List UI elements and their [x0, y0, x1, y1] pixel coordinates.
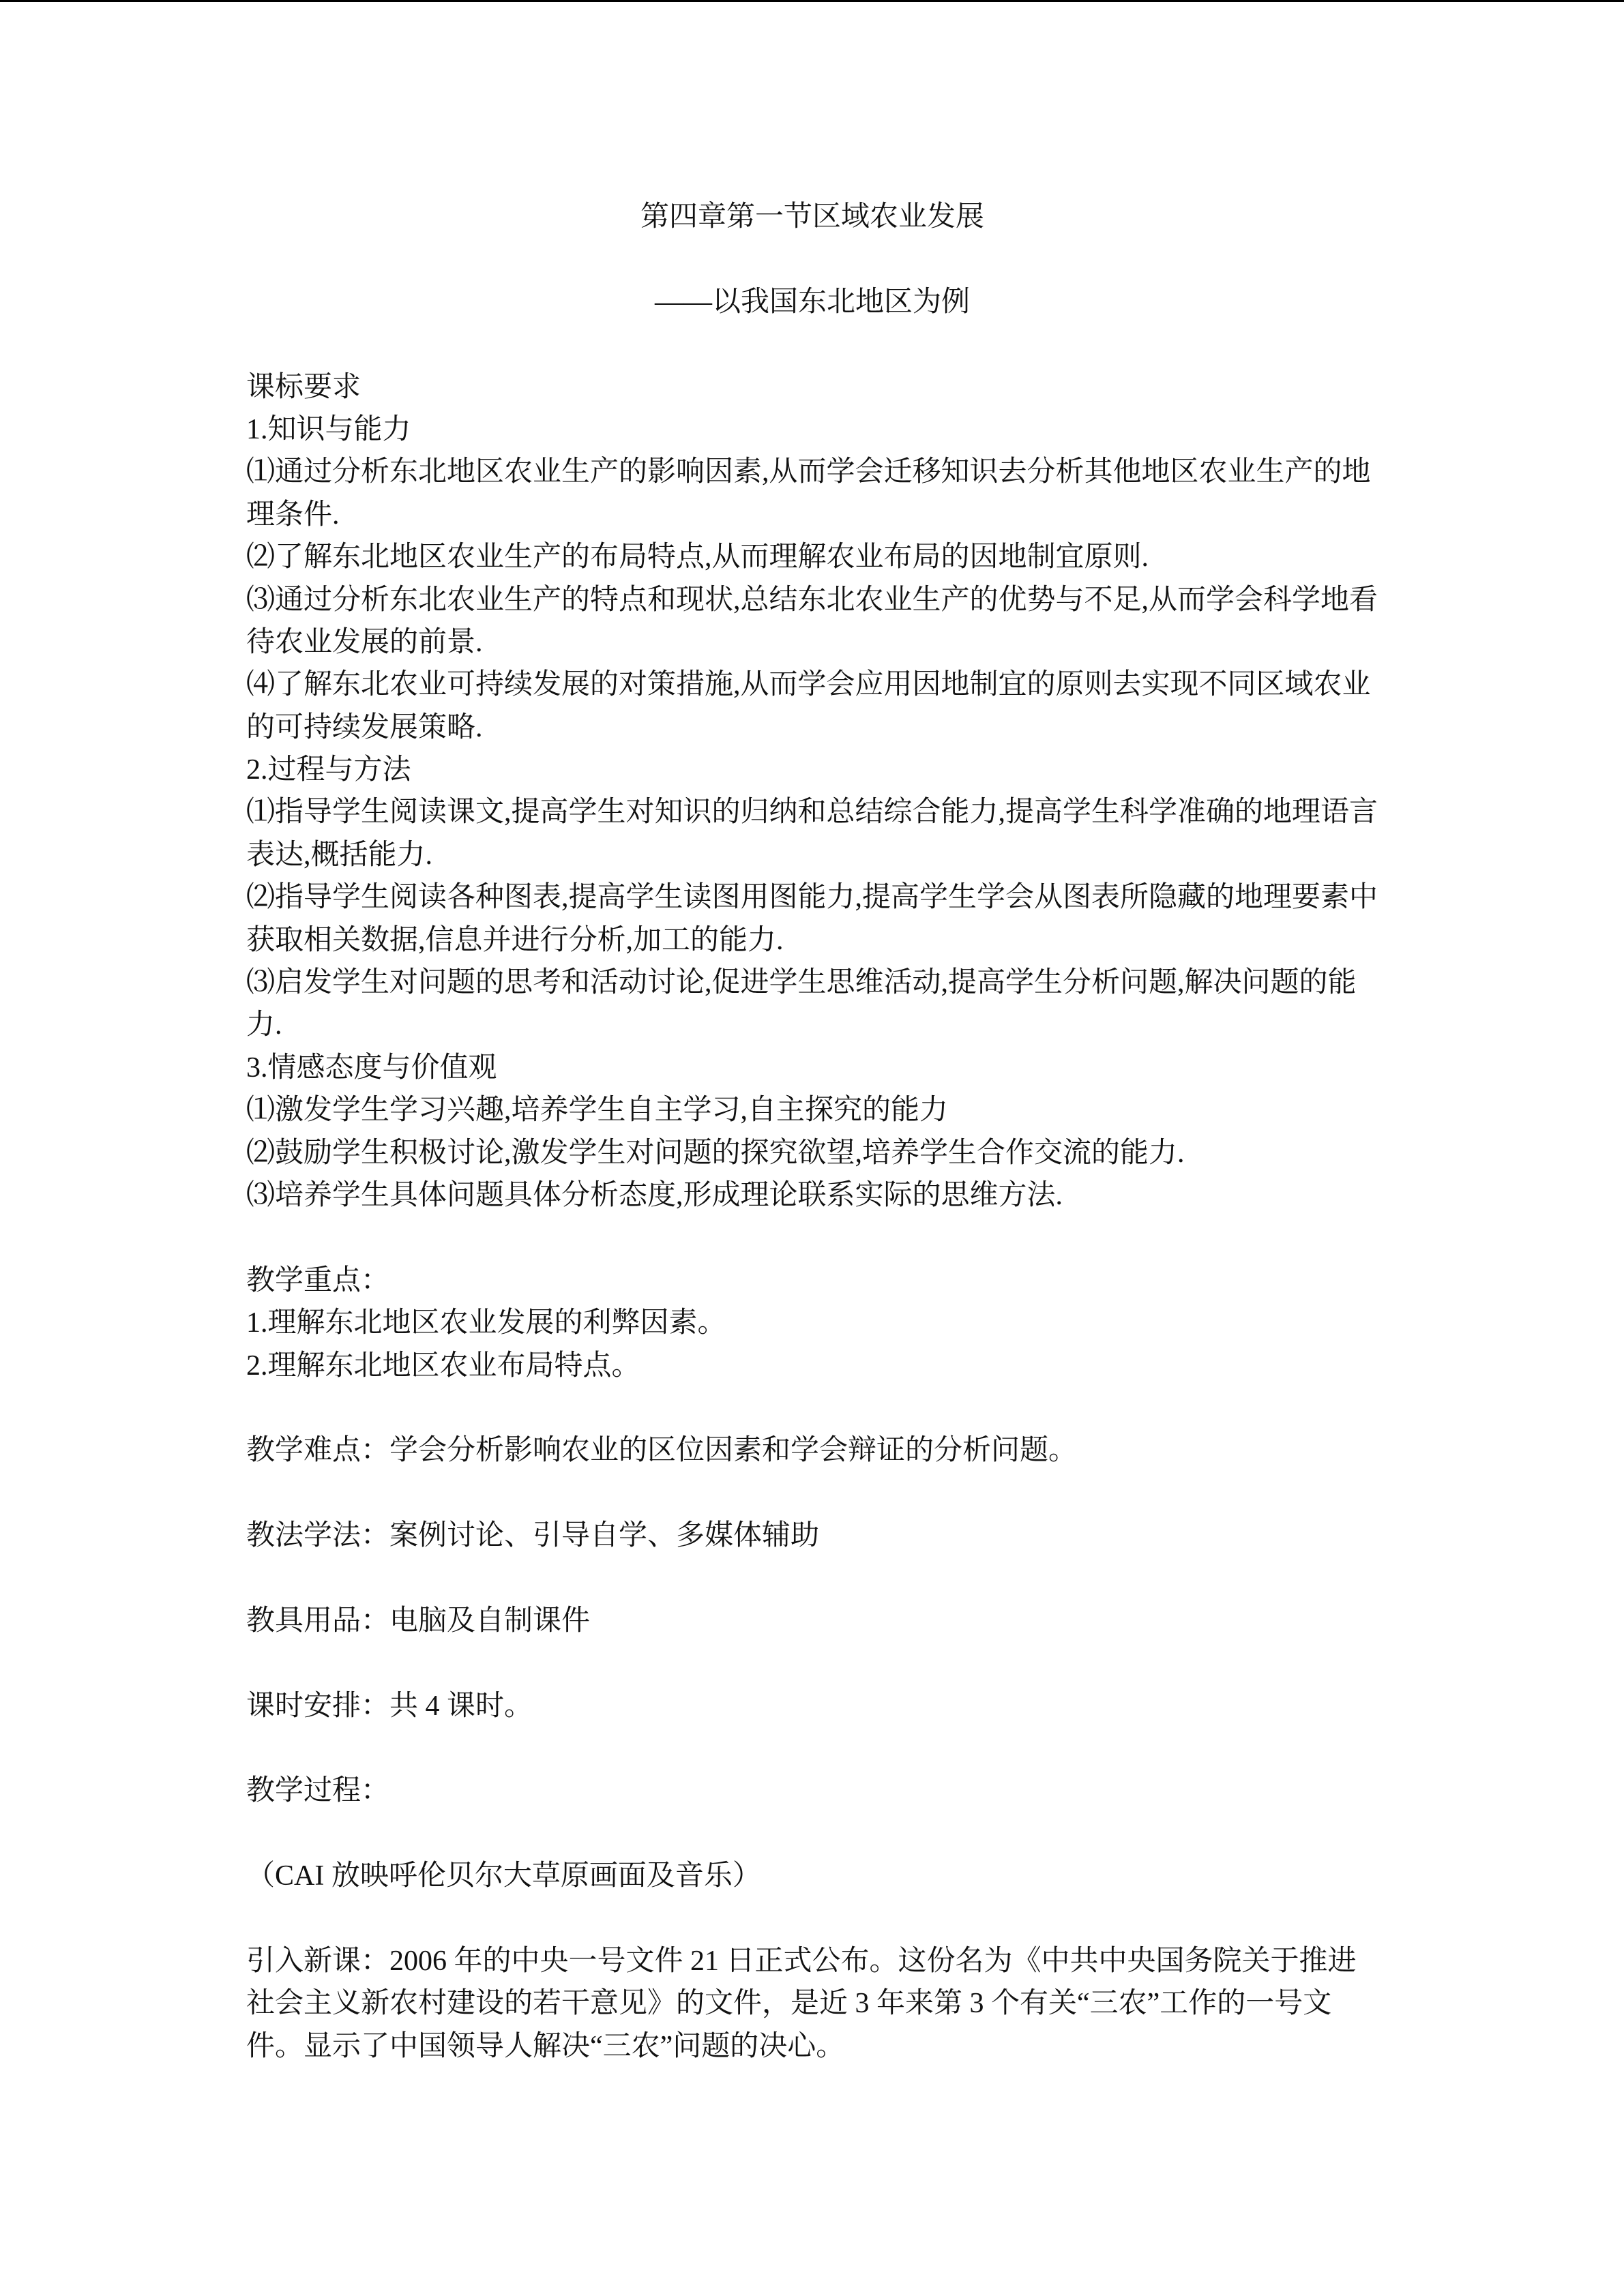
list-item-line: ⑴激发学生学习兴趣,培养学生自主学习,自主探究的能力	[246, 1094, 949, 1127]
methods-paragraph: 教法学法：案例讨论、引导自学、多媒体辅助	[246, 1520, 820, 1552]
page-subtitle: ——以我国东北地区为例	[654, 286, 970, 318]
list-item-line: ⑴指导学生阅读课文,提高学生对知识的归纳和总结综合能力,提高学生科学准确的地理语言	[246, 796, 1378, 829]
page-top-edge	[0, 0, 1624, 2]
list-item-line: 的可持续发展策略.	[246, 711, 483, 743]
list-item	[246, 1089, 1378, 1131]
process-method-group	[246, 749, 1378, 1047]
key-point-item: 1.理解东北地区农业发展的利弊因素。	[246, 1307, 726, 1339]
paragraph-line: 件。显示了中国领导人解决“三农”问题的决心。	[246, 2030, 845, 2062]
list-item-line: 力.	[246, 1009, 282, 1041]
process-heading: 教学过程：	[246, 1775, 390, 1807]
list-item	[246, 961, 1378, 1047]
page-title: 第四章第一节区域农业发展	[640, 201, 984, 233]
list-item-line: 待农业发展的前景.	[246, 626, 483, 658]
list-item-line: 表达,概括能力.	[246, 839, 433, 871]
knowledge-ability-group	[246, 408, 1378, 749]
list-item	[246, 579, 1378, 664]
difficulty-paragraph: 教学难点：学会分析影响农业的区位因素和学会辩证的分析问题。	[246, 1435, 1078, 1467]
paragraph-line: 引入新课：2006 年的中央一号文件 21 日正式公布。这份名为《中共中央国务院关于推进	[246, 1945, 1357, 1978]
document-body	[246, 196, 1378, 2068]
curriculum-heading: 课标要求	[246, 371, 361, 403]
schedule-paragraph: 课时安排：共 4 课时。	[246, 1690, 533, 1722]
list-item-line: ⑶培养学生具体问题具体分析态度,形成理论联系实际的思维方法.	[246, 1179, 1063, 1211]
list-item	[246, 791, 1378, 876]
group-heading: 2.过程与方法	[246, 754, 411, 786]
list-item-line: ⑴通过分析东北地区农业生产的影响因素,从而学会迁移知识去分析其他地区农业生产的地	[246, 456, 1371, 488]
group-heading: 3.情感态度与价值观	[246, 1052, 497, 1084]
group-heading: 1.知识与能力	[246, 413, 411, 445]
list-item-line: ⑵了解东北地区农业生产的布局特点,从而理解农业布局的因地制宜原则.	[246, 541, 1149, 573]
list-item-line: ⑶启发学生对问题的思考和活动讨论,促进学生思维活动,提高学生分析问题,解决问题的能	[246, 967, 1357, 999]
list-item-line: ⑶通过分析东北农业生产的特点和现状,总结东北农业生产的优势与不足,从而学会科学地看	[246, 584, 1378, 616]
cai-note: （CAI 放映呼伦贝尔大草原画面及音乐）	[246, 1860, 761, 1892]
paragraph-line: 社会主义新农村建设的若干意见》的文件，是近 3 年来第 3 个有关“三农”工作的一号文	[246, 1988, 1332, 2020]
list-item	[246, 451, 1378, 536]
key-points-heading: 教学重点：	[246, 1264, 390, 1296]
intro-paragraph	[246, 1940, 1378, 2068]
list-item-line: ⑵鼓励学生积极讨论,激发学生对问题的探究欲望,培养学生合作交流的能力.	[246, 1137, 1185, 1169]
list-item	[246, 536, 1378, 578]
list-item-line: ⑷了解东北农业可持续发展的对策措施,从而学会应用因地制宜的原则去实现不同区域农业	[246, 669, 1371, 701]
emotion-values-group	[246, 1047, 1378, 1217]
curriculum-section	[246, 366, 1378, 1217]
list-item-line: 获取相关数据,信息并进行分析,加工的能力.	[246, 924, 784, 956]
key-point-item: 2.理解东北地区农业布局特点。	[246, 1350, 640, 1382]
list-item-line: ⑵指导学生阅读各种图表,提高学生读图用图能力,提高学生学会从图表所隐藏的地理要素中	[246, 882, 1378, 914]
list-item	[246, 1174, 1378, 1217]
key-points-section	[246, 1259, 1378, 1387]
list-item	[246, 876, 1378, 961]
list-item	[246, 664, 1378, 749]
list-item	[246, 1132, 1378, 1174]
list-item-line: 理条件.	[246, 498, 340, 531]
tools-paragraph: 教具用品：电脑及自制课件	[246, 1605, 591, 1637]
